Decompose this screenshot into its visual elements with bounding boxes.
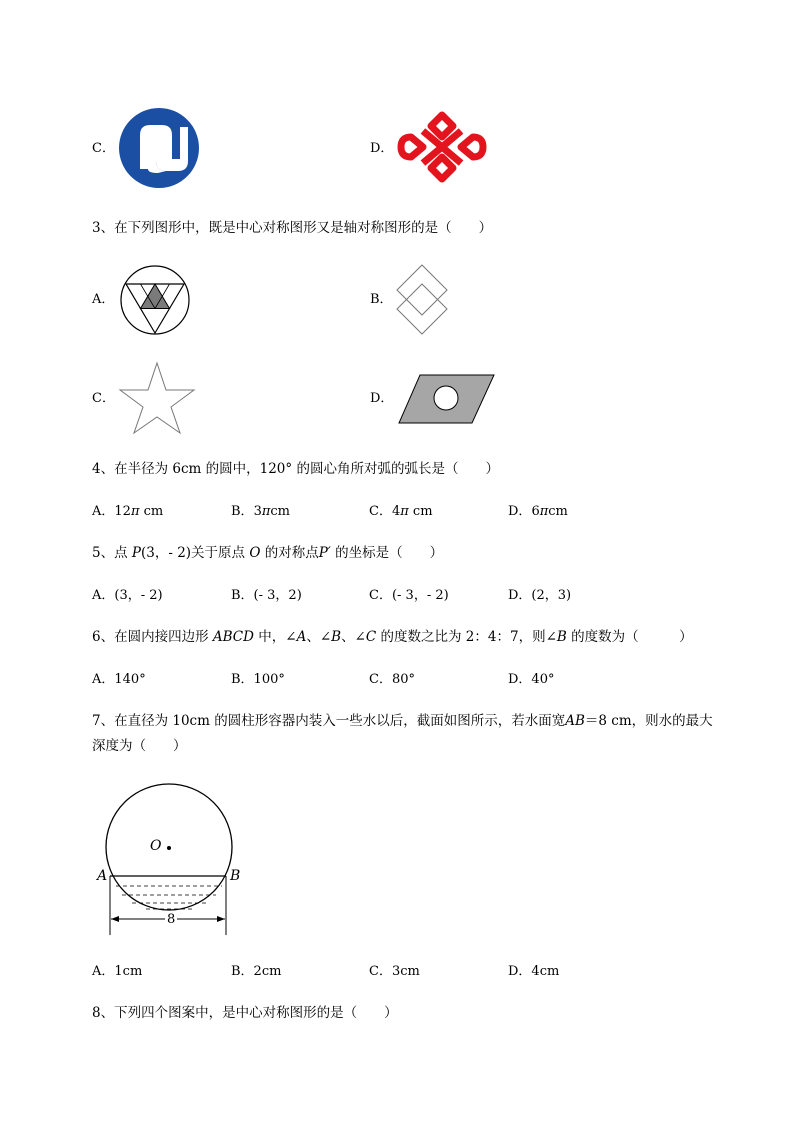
q3-option-c-label: C． [92,391,115,406]
option-coef: 6 [531,504,540,519]
q7-label-b: B [230,868,241,884]
q5-option-b[interactable]: B．(- 3，2) [231,588,302,603]
q4-text-pre: 4、在半径为 6cm 的圆中， [92,461,260,477]
q7-text-line2: 深度为（ ） [92,738,187,754]
q5-option-c[interactable]: C．(- 3，- 2) [369,588,449,603]
pi-symbol: π [400,504,409,519]
q6-text-part: 的度数之比为 2：4：7，则∠ [376,629,557,645]
q7-option-a[interactable]: A．1cm [92,964,143,979]
pi-symbol: π [130,504,140,519]
option-unit: cm [548,504,568,519]
q6-text [92,627,693,647]
q5-option-d[interactable]: D．(2，3) [508,588,572,603]
q6-text-part: 、∠ [341,629,366,645]
q4-option-a[interactable] [92,503,163,521]
pi-symbol: π [261,504,271,519]
q5-point-p: P [131,545,141,561]
q6-angle-a: A [296,629,307,645]
q3-option-a-label: A． [92,292,115,307]
circle-triangle-figure-icon [120,265,190,335]
q7-option-d[interactable]: D．4cm [508,964,560,979]
q3-text: 3、在下列图形中，既是中心对称图形又是轴对称图形的是（ ） [92,220,493,236]
option-unit: cm [270,504,290,519]
q7-label-o: O [150,838,162,854]
q5-option-a[interactable]: A．(3，- 2) [92,588,163,603]
q5-point-p-prime: P′ [318,545,331,561]
q6-angle-c: C [365,629,377,645]
q2-option-d-label: D． [370,141,394,156]
q7-option-b[interactable]: B．2cm [231,964,282,979]
q4-option-c[interactable] [369,503,433,521]
q4-option-b[interactable] [231,503,290,521]
q4-option-d[interactable] [508,503,568,521]
pi-symbol: π [539,504,549,519]
overlapping-diamonds-figure-icon [396,264,448,336]
option-coef: 12 [114,504,131,519]
q4-text [92,459,499,479]
red-chinese-knot-logo-icon [393,109,491,185]
q3-option-d-label: D． [370,391,394,406]
q7-label-8: 8 [167,912,176,927]
q6-text-part: 6、在圆内接四边形 [92,629,213,645]
q6-text-part: 的度数为（ ） [566,629,693,645]
q8-text: 8、下列四个图案中，是中心对称图形的是（ ） [92,1005,398,1021]
q7-label-a: A [97,868,108,884]
option-unit: cm [139,504,164,519]
q7-text-part: ＝8 cm，则水的最大 [584,713,713,729]
option-coef: 3 [253,504,262,519]
q6-option-d[interactable]: D．40° [508,672,555,687]
q6-option-c[interactable]: C．80° [369,672,415,687]
q5-text-part: 的坐标是（ ） [330,545,444,561]
q6-quad-name: ABCD [212,629,254,645]
q5-text [92,543,443,563]
q4-text-post: 的圆心角所对弧的弧长是（ ） [292,461,499,477]
q5-text-part: (3，- 2)关于原点 [140,545,250,561]
option-coef: 4 [391,504,401,519]
q5-text-part: 的对称点 [260,545,319,561]
option-unit: cm [408,504,433,519]
option-letter: A． [92,504,115,519]
q6-angle-b: B [331,629,342,645]
blue-circle-n-logo-icon [118,107,200,189]
q7-text-line1 [92,711,713,731]
option-letter: D． [508,504,532,519]
q2-option-c-label: C． [92,141,115,156]
q6-angle-b: B [556,629,567,645]
q4-angle: 120° [259,461,293,477]
q5-point-o: O [249,545,261,561]
q7-segment-ab: AB [565,713,585,729]
five-point-star-figure-icon [118,362,196,434]
q6-text-part: 、∠ [306,629,332,645]
q6-option-b[interactable]: B．100° [231,672,285,687]
q3-option-b-label: B． [370,292,393,307]
q6-option-a[interactable]: A．140° [92,672,146,687]
q7-option-c[interactable]: C．3cm [369,964,420,979]
parallelogram-with-hole-figure-icon [398,374,496,424]
q5-text-part: 5、点 [92,545,132,561]
option-letter: C． [369,504,392,519]
option-letter: B． [231,504,254,519]
q7-text-part: 7、在直径为 10cm 的圆柱形容器内装入一些水以后，截面如图所示，若水面宽 [92,713,566,729]
q6-text-part: 中，∠ [253,629,297,645]
